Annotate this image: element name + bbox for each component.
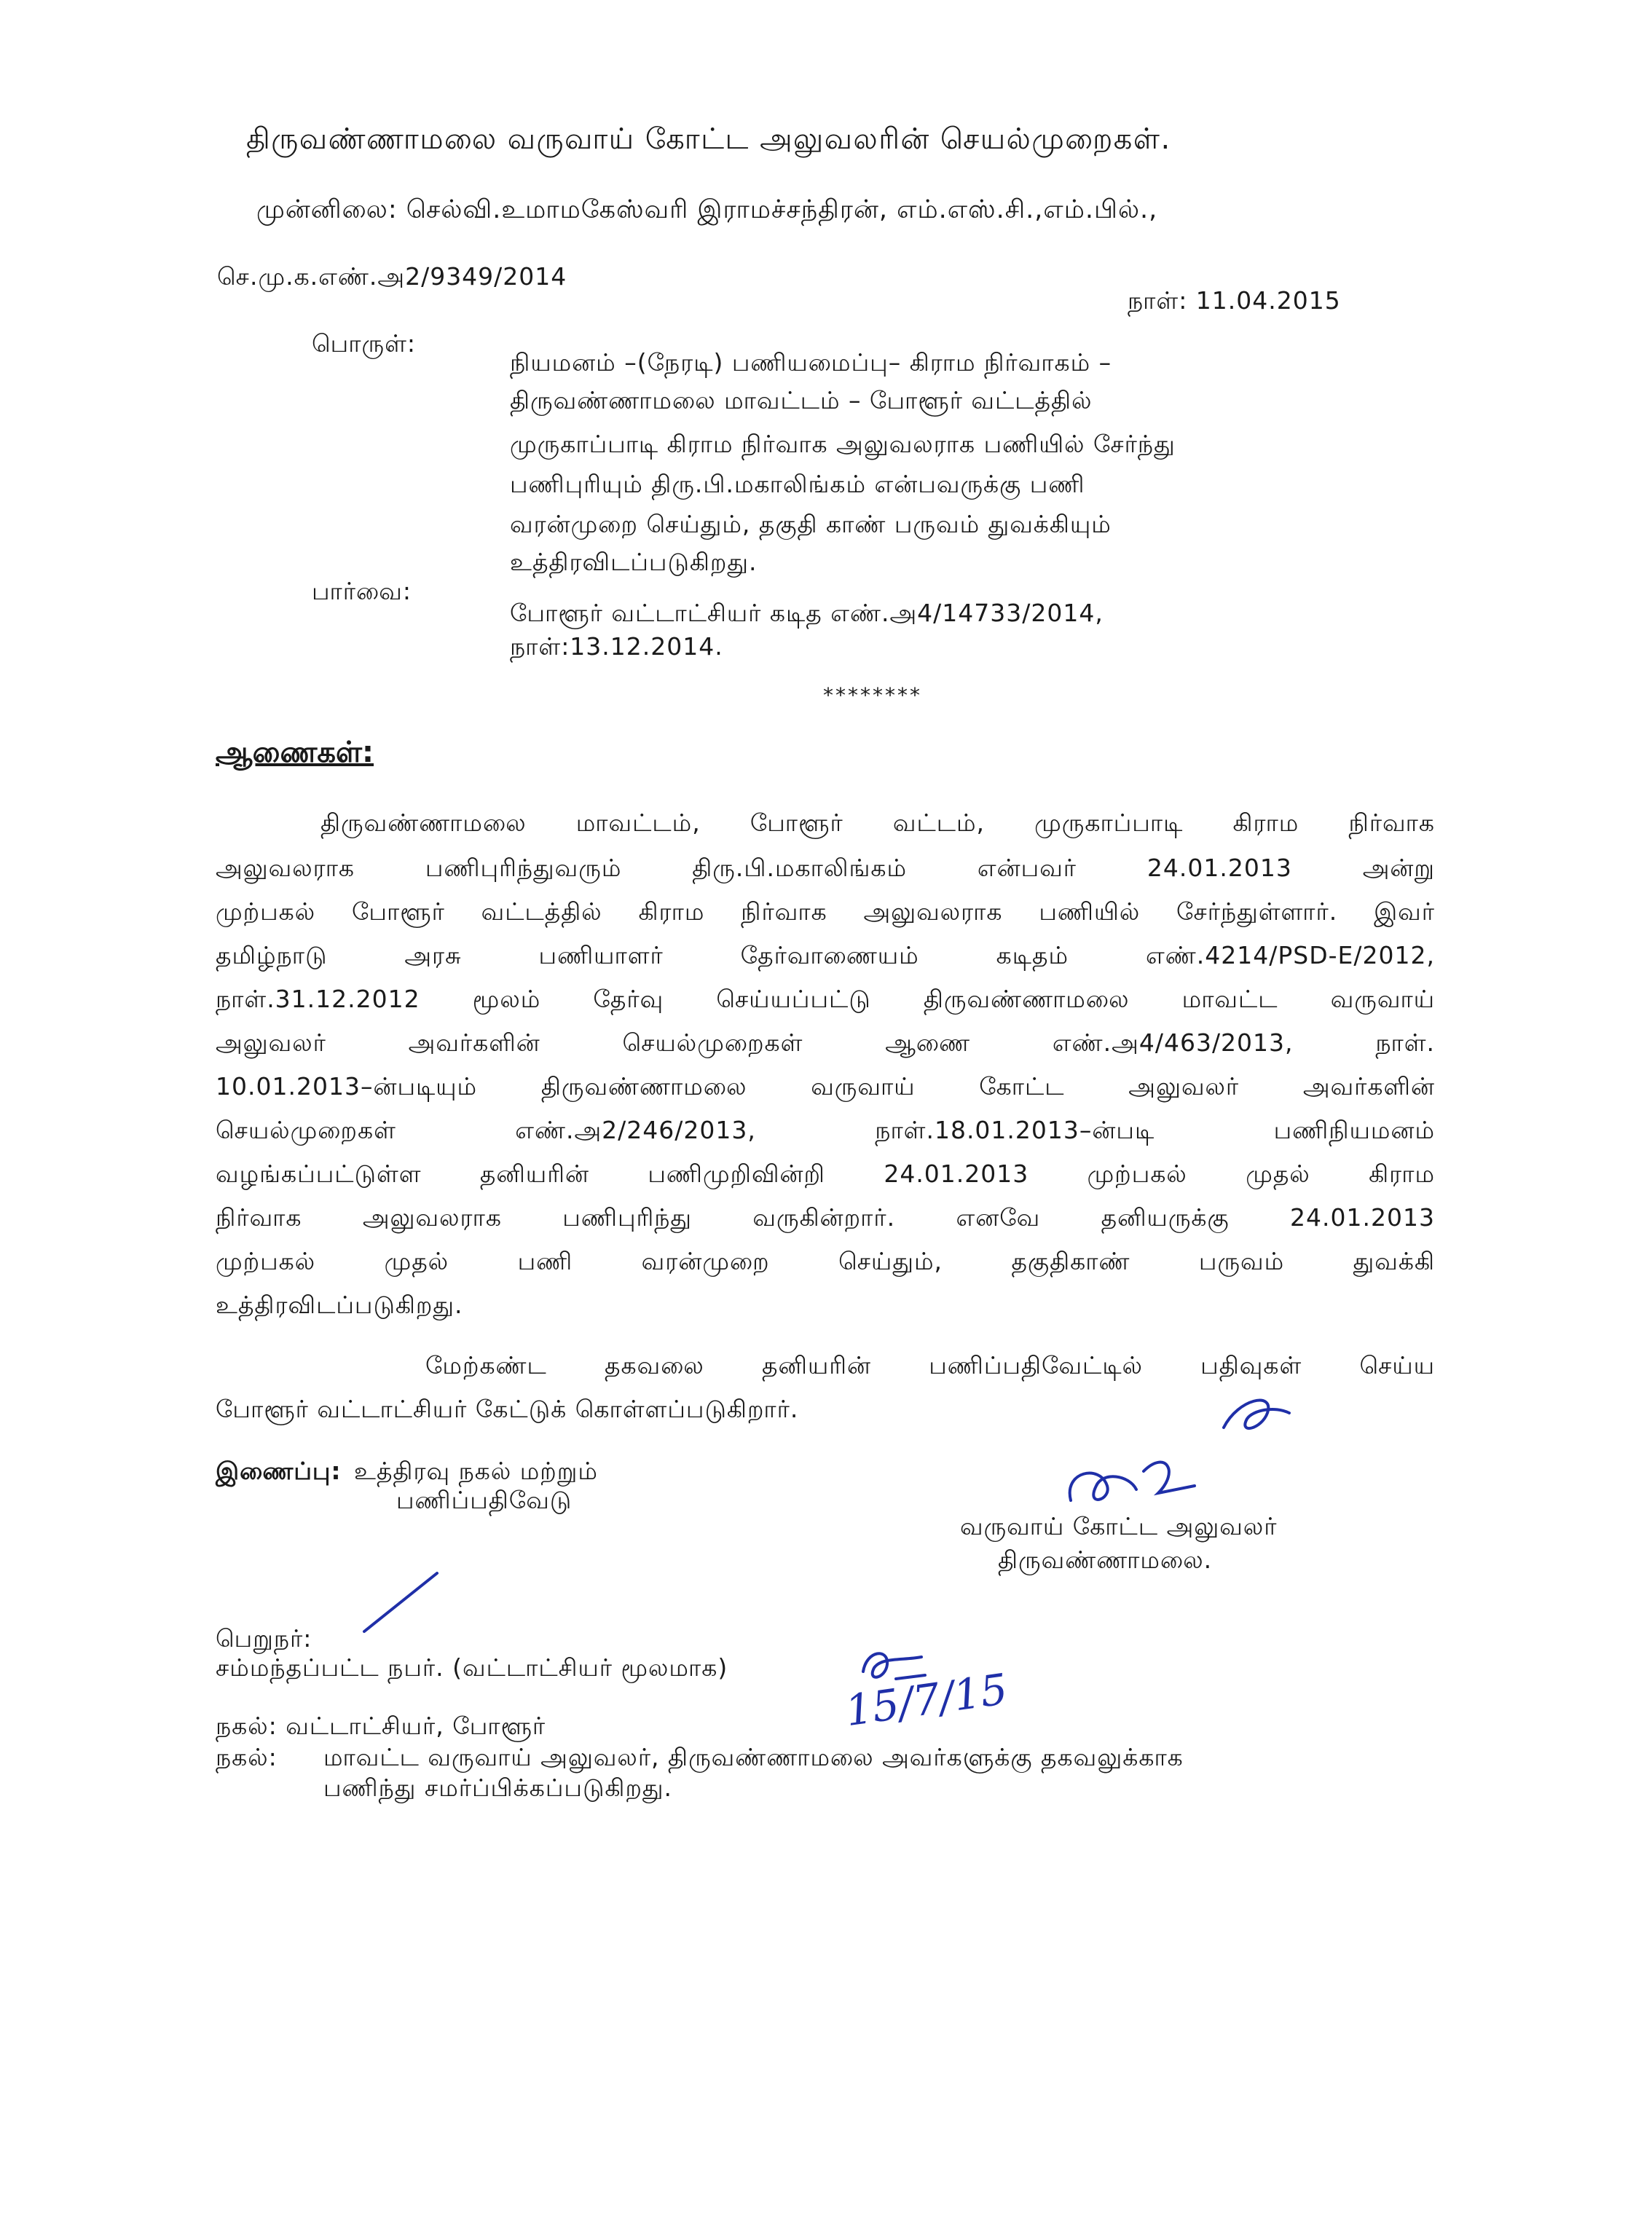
reference-label: பார்வை: [312, 577, 412, 605]
subject-label: பொருள்: [312, 329, 416, 358]
orders-heading: ஆணைகள்: [216, 736, 374, 769]
paragraph-line: உத்திரவிடப்படுகிறது. [216, 1291, 463, 1319]
paragraph-line: போளூர் வட்டாட்சியர் கேட்டுக் கொள்ளப்படுகிறார். [216, 1395, 799, 1423]
file-number: செ.மு.க.எண்.அ2/9349/2014 [217, 262, 567, 291]
subject-line: பணிபுரியும் திரு.பி.மகாலிங்கம் என்பவருக்கு பணி [510, 470, 1085, 498]
subject-line: திருவண்ணாமலை மாவட்டம் – போளூர் வட்டத்தில் [510, 386, 1093, 414]
paragraph-line: நிர்வாக அலுவலராக பணிபுரிந்து வருகின்றார். எனவே தனியருக்கு 24.01.2013 [216, 1203, 1435, 1232]
paragraph-line: அலுவலராக பணிபுரிந்துவரும் திரு.பி.மகாலிங்கம் என்பவர் 24.01.2013 அன்று [216, 854, 1435, 882]
handwritten-date: 15/7/15 [842, 1664, 1011, 1736]
reference-line: போளூர் வட்டாட்சியர் கடித எண்.அ4/14733/2014, [510, 599, 1104, 627]
paragraph-line: முற்பகல் போளூர் வட்டத்தில் கிராம நிர்வாக அலுவலராக பணியில் சேர்ந்துள்ளார். இவர் [216, 897, 1435, 926]
paragraph-line: செயல்முறைகள் எண்.அ2/246/2013, நாள்.18.01.2013–ன்படி பணிநியமனம் [216, 1116, 1435, 1144]
paragraph-line: திருவண்ணாமலை மாவட்டம், போளூர் வட்டம், முருகாப்பாடி கிராம நிர்வாக [320, 808, 1435, 837]
paragraph-line: முற்பகல் முதல் பணி வரன்முறை செய்தும், தகுதிகாண் பருவம் துவக்கி [216, 1247, 1435, 1275]
copy-line: மாவட்ட வருவாய் அலுவலர், திருவண்ணாமலை அவர்களுக்கு தகவலுக்காக [323, 1743, 1184, 1771]
paragraph-line: தமிழ்நாடு அரசு பணியாளர் தேர்வாணையம் கடிதம் எண்.4214/PSD-E/2012, [216, 941, 1435, 969]
subject-line: உத்திரவிடப்படுகிறது. [510, 548, 758, 576]
recipient-line: சம்மந்தப்பட்ட நபர். (வட்டாட்சியர் மூலமாக) [216, 1653, 728, 1682]
subject-line: நியமனம் –(நேரடி) பணியமைப்பு– கிராம நிர்வாகம் – [510, 348, 1112, 377]
copy-line: பணிந்து சமர்ப்பிக்கப்படுகிறது. [323, 1774, 673, 1802]
pen-stroke [357, 1566, 444, 1639]
enclosure-label: இணைப்பு: [216, 1457, 342, 1485]
signatory-designation: வருவாய் கோட்ட அலுவலர் [960, 1512, 1278, 1540]
signatory-place: திருவண்ணாமலை. [998, 1546, 1213, 1574]
paragraph-line: மேற்கண்ட தகவலை தனியரின் பணிப்பதிவேட்டில் பதிவுகள் செய்ய [425, 1351, 1435, 1379]
enclosure-line: உத்திரவு நகல் மற்றும் [354, 1457, 598, 1485]
presence-line: முன்னிலை: செல்வி.உமாமகேஸ்வரி இராமச்சந்திரன், எம்.எஸ்.சி.,எம்.பில்., [256, 195, 1158, 224]
copy-label: நகல்: [216, 1743, 278, 1771]
enclosure-line: பணிப்பதிவேடு [396, 1486, 573, 1514]
paragraph-line: அலுவலர் அவர்களின் செயல்முறைகள் ஆணை எண்.அ4/463/2013, நாள். [216, 1028, 1435, 1057]
paragraph-line: நாள்.31.12.2012 மூலம் தேர்வு செய்யப்பட்டு திருவண்ணாமலை மாவட்ட வருவாய் [216, 985, 1435, 1013]
copy-line: நகல்: வட்டாட்சியர், போளூர் [216, 1712, 546, 1740]
recipient-label: பெறுநர்: [216, 1624, 312, 1653]
order-date: நாள்: 11.04.2015 [1128, 286, 1341, 315]
reference-line: நாள்:13.12.2014. [510, 632, 723, 661]
document-title: திருவண்ணாமலை வருவாய் கோட்ட அலுவலரின் செயல்முறைகள். [246, 122, 1171, 156]
separator: ******** [823, 683, 922, 707]
paragraph-line: 10.01.2013–ன்படியும் திருவண்ணாமலை வருவாய் கோட்ட அலுவலர் அவர்களின் [216, 1072, 1435, 1101]
subject-line: வரன்முறை செய்தும், தகுதி காண் பருவம் துவக்கியும் [510, 510, 1112, 538]
subject-line: முருகாப்பாடி கிராம நிர்வாக அலுவலராக பணியில் சேர்ந்து [510, 430, 1176, 458]
paragraph-line: வழங்கப்பட்டுள்ள தனியரின் பணிமுறிவின்றி 24.01.2013 முற்பகல் முதல் கிராம [216, 1160, 1435, 1188]
